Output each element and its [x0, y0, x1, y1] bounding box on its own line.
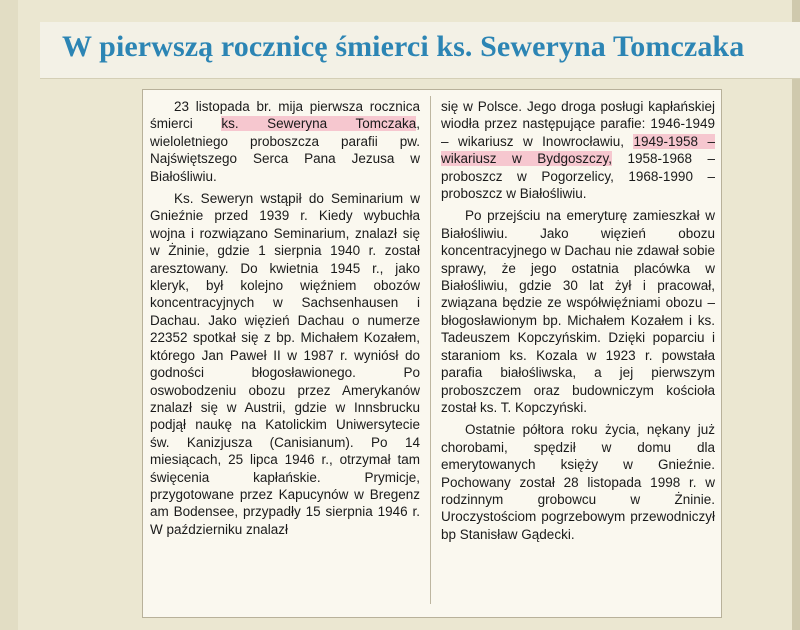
paragraph-last-years: Ostatnie półtora roku życia, nękany już chorobami, spędził w domu dla emerytowanych księży w Gnieźnie. Pochowany został 28 listopada 1998 r. w rodzinnym grobowcu w Żninie. Uroczystościom pogrzebowym przewodniczył bp Stanisław Gądecki.	[441, 422, 715, 542]
article-headline: W pierwszą rocznicę śmierci ks. Seweryna Tomczaka	[62, 30, 745, 63]
paragraph-intro	[150, 98, 420, 185]
left-column	[150, 98, 420, 543]
scan-right-edge	[792, 0, 800, 630]
scan-left-edge	[0, 0, 18, 630]
intro-text-end: , wieloletniego proboszcza parafii pw. Najświętszego Serca Pana Jezusa w Białośliwiu.	[150, 116, 421, 184]
intro-text-start: 23 listopada br. mija pierwsza rocznica śmierci	[150, 99, 420, 132]
highlighted-name: ks. Seweryna Tomczaka	[221, 116, 417, 132]
parishes-text-end: 1958-1968 – proboszcz w Pogorzelicy, 1968-1990 – proboszcz w Białośliwiu.	[441, 151, 715, 202]
paragraph-retirement: Po przejściu na emeryturę zamieszkał w Białośliwiu. Jako więzień obozu koncentracyjnego w Dachau nie zdawał sobie sprawy, że jego ostatnia placówka w Białośliwiu, gdzie 30 lat żył i pracował, związana będzie ze współwięźniami obozu – błogosławionym bp. Michałem Kozałem i ks. Tadeuszem Kopczyńskim. Dzięki poparciu i staraniom ks. Kozala w 1923 r. powstała parafia białośliwska, a jej pierwszym proboszczem oraz budowniczym kościoła został ks. T. Kopczyński.	[441, 208, 715, 415]
paragraph-parishes	[441, 98, 715, 202]
highlighted-bydgoszcz: 1949-1958 – wikariusz w Bydgoszczy,	[441, 133, 715, 167]
paragraph-biography: Ks. Seweryn wstąpił do Seminarium w Gnieźnie przed 1939 r. Kiedy wybuchła wojna i rozwiązano Seminarium, znalazł się w Żninie, gdzie 1 sierpnia 1940 r. został aresztowany. Do kwietnia 1945 r., jako kleryk, był kolejno więźniem obozów koncentracyjnych w Sachsenhausen i Dachau. Jako więzień Dachau o numerze 22352 spotkał się z bp. Michałem Kozałem, którego Jan Paweł II w 1987 r. wyniósł do godności błogosławionego. Po oswobodzeniu obozu przez Amerykanów znalazł się w Austrii, gdzie w Innsbrucku podjął naukę na Katolickim Uniwersytecie św. Kanizjusza (Canisianum). Po 14 miesiącach, 25 lipca 1946 r., otrzymał tam święcenia kapłańskie. Prymicje, przygotowane przez Kapucynów w Bregenz am Bodensee, przypadły 15 sierpnia 1946 r. W październiku znalazł	[150, 191, 420, 537]
parishes-text-start: się w Polsce. Jego droga posługi kapłańskiej wiodła przez następujące parafie: 1946-1949 – wikariusz w Inowrocławiu,	[441, 99, 715, 149]
right-column	[441, 98, 715, 548]
column-divider	[430, 96, 431, 604]
